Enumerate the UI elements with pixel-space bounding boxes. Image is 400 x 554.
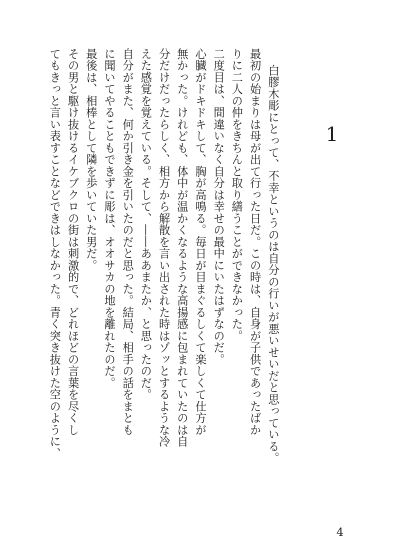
text-line: 最後は、相棒として隣を歩いていた男だ。 (84, 48, 98, 272)
text-line: その男と駆け抜けるイケブクロの街は刺激的で、どれほどの言葉を尽くし (66, 48, 80, 436)
page-number: 4 (336, 526, 344, 539)
text-line: 分だけだったらしく、相方から解散を言い出された時はゾッとするような冷 (157, 48, 171, 448)
text-line: えた感覚を覚えている。そして、――ああまたか、と思ったのだ。 (139, 48, 153, 401)
text-line: に聞いてやることもできずに彫は、オオサカの地を離れたのだ。 (102, 48, 116, 389)
chapter-number: 1 (325, 122, 339, 146)
text-line: 白膠木彫にとって、不幸というのは自分の行いが悪いせいだと思っている。 (266, 64, 280, 464)
text-line: 自分がまた、何か引き金を引いたのだと思った。結局、相手の話をまとも (121, 48, 135, 436)
body-text (50, 48, 300, 518)
text-line: てもきっと言い表すことなどできはしなかった。青く突き抜けた空のように、 (48, 48, 62, 460)
text-line: りに二人の仲をきちんと取り繕うことができなかった。 (230, 48, 244, 342)
text-line: 最初の始まりは母が出て行った日だ。この時は、自身が子供であったばか (248, 48, 262, 436)
text-line: 心臓がドキドキして、胸が高鳴る。毎日が目まぐるしくて楽しくて仕方が (193, 48, 207, 436)
text-line: 二度目は、間違いなく自分は幸せの最中にいたはずなのだ。 (212, 48, 226, 366)
text-line: 無かった。けれども、体中が温かくなるような高揚感に包まれていたのは自 (175, 48, 189, 448)
